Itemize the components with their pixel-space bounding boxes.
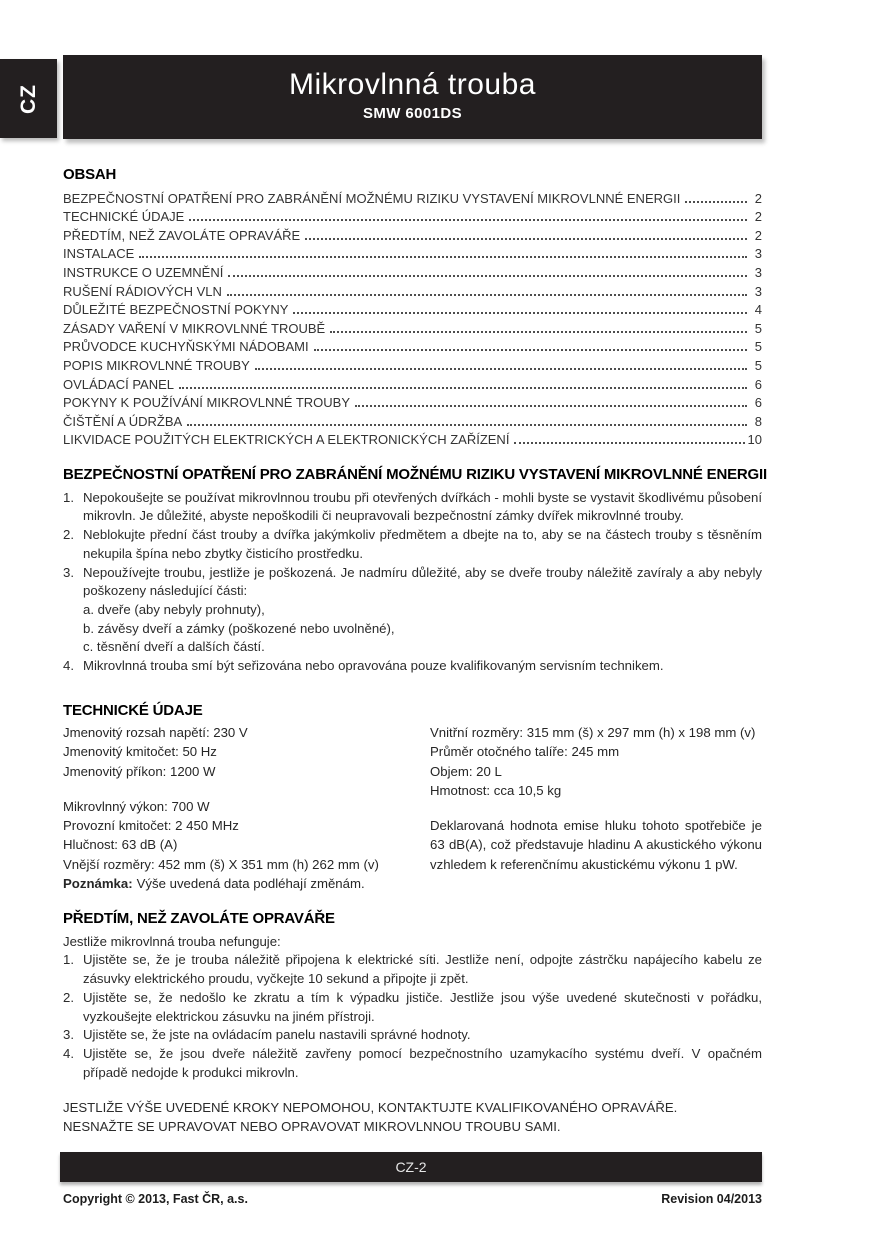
list-text: Nepoužívejte troubu, jestliže je poškozená. Je nadmíru důležité, aby se dveře trouby náležitě zavíraly a aby nebyly poškozeny následující části: bbox=[83, 564, 762, 599]
toc-leader-dots bbox=[293, 312, 747, 314]
tech-spec: Mikrovlnný výkon: 700 W bbox=[63, 798, 210, 814]
language-tab-label: CZ bbox=[16, 83, 40, 114]
toc-entry-page: 3 bbox=[754, 246, 762, 262]
list-text: Ujistěte se, že jste na ovládacím panelu nastavili správné hodnoty. bbox=[83, 1027, 471, 1043]
footer-page-label: CZ-2 bbox=[395, 1159, 427, 1175]
before-call-item bbox=[63, 1026, 762, 1045]
toc-leader-dots bbox=[330, 331, 747, 333]
toc-entry-page: 6 bbox=[754, 395, 762, 411]
toc-entry bbox=[63, 317, 762, 336]
toc-entry-page: 3 bbox=[754, 283, 762, 299]
list-subitem: c. těsnění dveří a dalších částí. bbox=[83, 639, 265, 655]
toc-entry bbox=[63, 373, 762, 392]
toc-entry bbox=[63, 410, 762, 429]
tech-spec: Objem: 20 L bbox=[430, 763, 502, 779]
tech-note bbox=[63, 874, 428, 893]
tech-spec: Vnitřní rozměry: 315 mm (š) x 297 mm (h) x 198 mm (v) bbox=[430, 725, 756, 740]
list-number: 4. bbox=[63, 1045, 74, 1061]
list-number: 2. bbox=[63, 989, 74, 1005]
toc-entry-label: OVLÁDACÍ PANEL bbox=[63, 376, 175, 392]
technical-data-section bbox=[63, 702, 762, 892]
toc-entry-page: 2 bbox=[754, 209, 762, 225]
tech-note-label: Poznámka: bbox=[63, 876, 133, 892]
toc-entry-label: PŘEDTÍM, NEŽ ZAVOLÁTE OPRAVÁŘE bbox=[63, 227, 301, 243]
toc-leader-dots bbox=[179, 387, 747, 389]
list-number: 3. bbox=[63, 564, 74, 580]
toc-entry-label: DŮLEŽITÉ BEZPEČNOSTNÍ POKYNY bbox=[63, 302, 289, 318]
header-bar bbox=[63, 55, 762, 139]
safety-item bbox=[63, 489, 762, 526]
toc-entry-page: 3 bbox=[754, 264, 762, 280]
toc-leader-dots bbox=[139, 256, 747, 258]
toc-entry-page: 5 bbox=[754, 320, 762, 336]
toc-entry-label: BEZPEČNOSTNÍ OPATŘENÍ PRO ZABRÁNĚNÍ MOŽNÉMU RIZIKU VYSTAVENÍ MIKROVLNNÉ ENERGII bbox=[63, 190, 681, 206]
tech-left-column bbox=[63, 723, 428, 893]
tech-spec: Vnější rozměry: 452 mm (š) X 351 mm (h) 262 mm (v) bbox=[63, 856, 379, 872]
tech-spec: Jmenovitý kmitočet: 50 Hz bbox=[63, 744, 217, 760]
toc-entry-label: POPIS MIKROVLNNÉ TROUBY bbox=[63, 357, 250, 373]
list-number: 4. bbox=[63, 658, 74, 674]
list-text: Ujistěte se, že jsou dveře náležitě zavřeny pomocí bezpečnostního uzamykacího systému dveří. V opačném případě nedojde k produkci mikrovln. bbox=[83, 1045, 762, 1080]
list-text: Ujistěte se, že nedošlo ke zkratu a tím k výpadku jističe. Jestliže jsou výše uvedené skutečnosti v pořádku, vyzkoušejte elektrickou zásuvku na jiném přístroji. bbox=[83, 989, 762, 1024]
toc-entry-label: PRŮVODCE KUCHYŇSKÝMI NÁDOBAMI bbox=[63, 339, 309, 355]
list-text: Neblokujte přední část trouby a dvířka jakýmkoliv předmětem a dbejte na to, aby se na částech trouby s těsněním nekupila špína nebo zbytky čisticího prostředku. bbox=[83, 527, 762, 561]
toc-entry-page: 2 bbox=[754, 190, 762, 206]
list-text: Nepokoušejte se používat mikrovlnnou troubu při otevřených dvířkách - mohli byste se vystavit škodlivému působení mikrovln. Je důležité, abyste nepoškodili či neupravovali bezpečnostní zámky dvířek mikrovlnné trouby. bbox=[83, 489, 762, 524]
toc-entry-label: ČIŠTĚNÍ A ÚDRŽBA bbox=[63, 413, 183, 429]
toc-entry-label: INSTRUKCE O UZEMNĚNÍ bbox=[63, 264, 224, 280]
before-call-item bbox=[63, 951, 762, 988]
toc-leader-dots bbox=[314, 349, 747, 351]
before-call-heading: PŘEDTÍM, NEŽ ZAVOLÁTE OPRAVÁŘE bbox=[63, 910, 335, 927]
toc-entry-label: POKYNY K POUŽÍVÁNÍ MIKROVLNNÉ TROUBY bbox=[63, 395, 351, 411]
toc-leader-dots bbox=[685, 201, 747, 203]
toc-entry-label: TECHNICKÉ ÚDAJE bbox=[63, 209, 185, 225]
toc-entry-label: INSTALACE bbox=[63, 246, 135, 262]
toc-entry-label: ZÁSADY VAŘENÍ V MIKROVLNNÉ TROUBĚ bbox=[63, 320, 326, 336]
toc-entry-label: RUŠENÍ RÁDIOVÝCH VLN bbox=[63, 283, 222, 299]
toc-entry-page: 2 bbox=[754, 227, 762, 243]
tech-spec: Jmenovitý rozsah napětí: 230 V bbox=[63, 725, 248, 740]
toc-leader-dots bbox=[228, 275, 747, 277]
before-call-item bbox=[63, 989, 762, 1026]
tech-spec: Hmotnost: cca 10,5 kg bbox=[430, 782, 562, 798]
toc-leader-dots bbox=[189, 219, 747, 221]
toc-entry-page: 4 bbox=[754, 302, 762, 318]
model-number: SMW 6001DS bbox=[362, 105, 463, 122]
tech-spec: Průměr otočného talíře: 245 mm bbox=[430, 744, 620, 760]
list-number: 1. bbox=[63, 489, 74, 505]
tech-spec: Provozní kmitočet: 2 450 MHz bbox=[63, 818, 239, 834]
before-call-item bbox=[63, 1045, 762, 1082]
list-number: 1. bbox=[63, 952, 74, 968]
toc-leader-dots bbox=[514, 442, 744, 444]
toc-entry-label: LIKVIDACE POUŽITÝCH ELEKTRICKÝCH A ELEKTRONICKÝCH ZAŘÍZENÍ bbox=[63, 432, 510, 448]
toc-entry bbox=[63, 429, 762, 448]
copyright-text: Copyright © 2013, Fast ČR, a.s. bbox=[63, 1192, 248, 1206]
before-call-intro: Jestliže mikrovlnná trouba nefunguje: bbox=[63, 933, 281, 949]
toc-leader-dots bbox=[255, 368, 747, 370]
toc-entry bbox=[63, 261, 762, 280]
toc-entry bbox=[63, 336, 762, 355]
toc-entry bbox=[63, 299, 762, 318]
language-tab bbox=[0, 59, 57, 138]
toc-leader-dots bbox=[187, 424, 747, 426]
list-subitem: b. závěsy dveří a zámky (poškozené nebo uvolněné), bbox=[83, 620, 395, 636]
noise-declaration: Deklarovaná hodnota emise hluku tohoto spotřebiče je 63 dB(A), což představuje hladinu A akustického výkonu vzhledem k referenčnímu akustickému výkonu 1 pW. bbox=[430, 818, 762, 872]
toc-entry-page: 8 bbox=[754, 413, 762, 429]
tech-spec: Jmenovitý příkon: 1200 W bbox=[63, 763, 216, 779]
list-number: 2. bbox=[63, 527, 74, 543]
toc-entry bbox=[63, 187, 762, 206]
tech-note-text: Výše uvedená data podléhají změnám. bbox=[136, 876, 365, 892]
toc-entry bbox=[63, 354, 762, 373]
toc-leader-dots bbox=[227, 294, 747, 296]
page-title: Mikrovlnná trouba bbox=[289, 68, 536, 101]
before-call-section bbox=[63, 910, 762, 1137]
tech-spec: Hlučnost: 63 dB (A) bbox=[63, 837, 178, 853]
toc-leader-dots bbox=[355, 405, 747, 407]
toc-heading: OBSAH bbox=[63, 166, 117, 183]
toc-entry bbox=[63, 206, 762, 225]
toc-entry-page: 6 bbox=[754, 376, 762, 392]
safety-item bbox=[63, 526, 762, 563]
closing-warning: JESTLIŽE VÝŠE UVEDENÉ KROKY NEPOMOHOU, KONTAKTUJTE KVALIFIKOVANÉHO OPRAVÁŘE. bbox=[63, 1100, 678, 1116]
copyright-row bbox=[63, 1192, 762, 1206]
toc-entry bbox=[63, 392, 762, 411]
closing-warning: NESNAŽTE SE UPRAVOVAT NEBO OPRAVOVAT MIKROVLNNOU TROUBU SAMI. bbox=[63, 1119, 561, 1135]
toc-entry-page: 5 bbox=[754, 339, 762, 355]
toc-entry-page: 10 bbox=[747, 432, 762, 448]
list-number: 3. bbox=[63, 1027, 74, 1043]
list-text: Mikrovlnná trouba smí být seřizována nebo opravována pouze kvalifikovaným servisním technikem. bbox=[83, 658, 664, 674]
toc-entry-page: 5 bbox=[754, 357, 762, 373]
list-text: Ujistěte se, že je trouba náležitě připojena k elektrické síti. Jestliže není, odpojte zástrčku napájecího kabelu ze zásuvky elektrického proudu, vyčkejte 10 sekund a připojte ji zpět. bbox=[83, 952, 762, 987]
safety-section bbox=[63, 466, 767, 676]
toc-leader-dots bbox=[305, 238, 747, 240]
safety-item bbox=[63, 657, 762, 676]
toc-entry bbox=[63, 243, 762, 262]
footer-page-bar bbox=[60, 1152, 762, 1182]
table-of-contents bbox=[63, 166, 762, 447]
revision-text: Revision 04/2013 bbox=[661, 1192, 762, 1206]
tech-right-column bbox=[430, 723, 762, 874]
safety-heading: BEZPEČNOSTNÍ OPATŘENÍ PRO ZABRÁNĚNÍ MOŽNÉMU RIZIKU VYSTAVENÍ MIKROVLNNÉ ENERGII bbox=[63, 466, 767, 483]
safety-item bbox=[63, 564, 762, 658]
technical-data-heading: TECHNICKÉ ÚDAJE bbox=[63, 702, 203, 719]
list-subitem: a. dveře (aby nebyly prohnuty), bbox=[83, 601, 265, 617]
toc-entry bbox=[63, 280, 762, 299]
toc-entry bbox=[63, 224, 762, 243]
